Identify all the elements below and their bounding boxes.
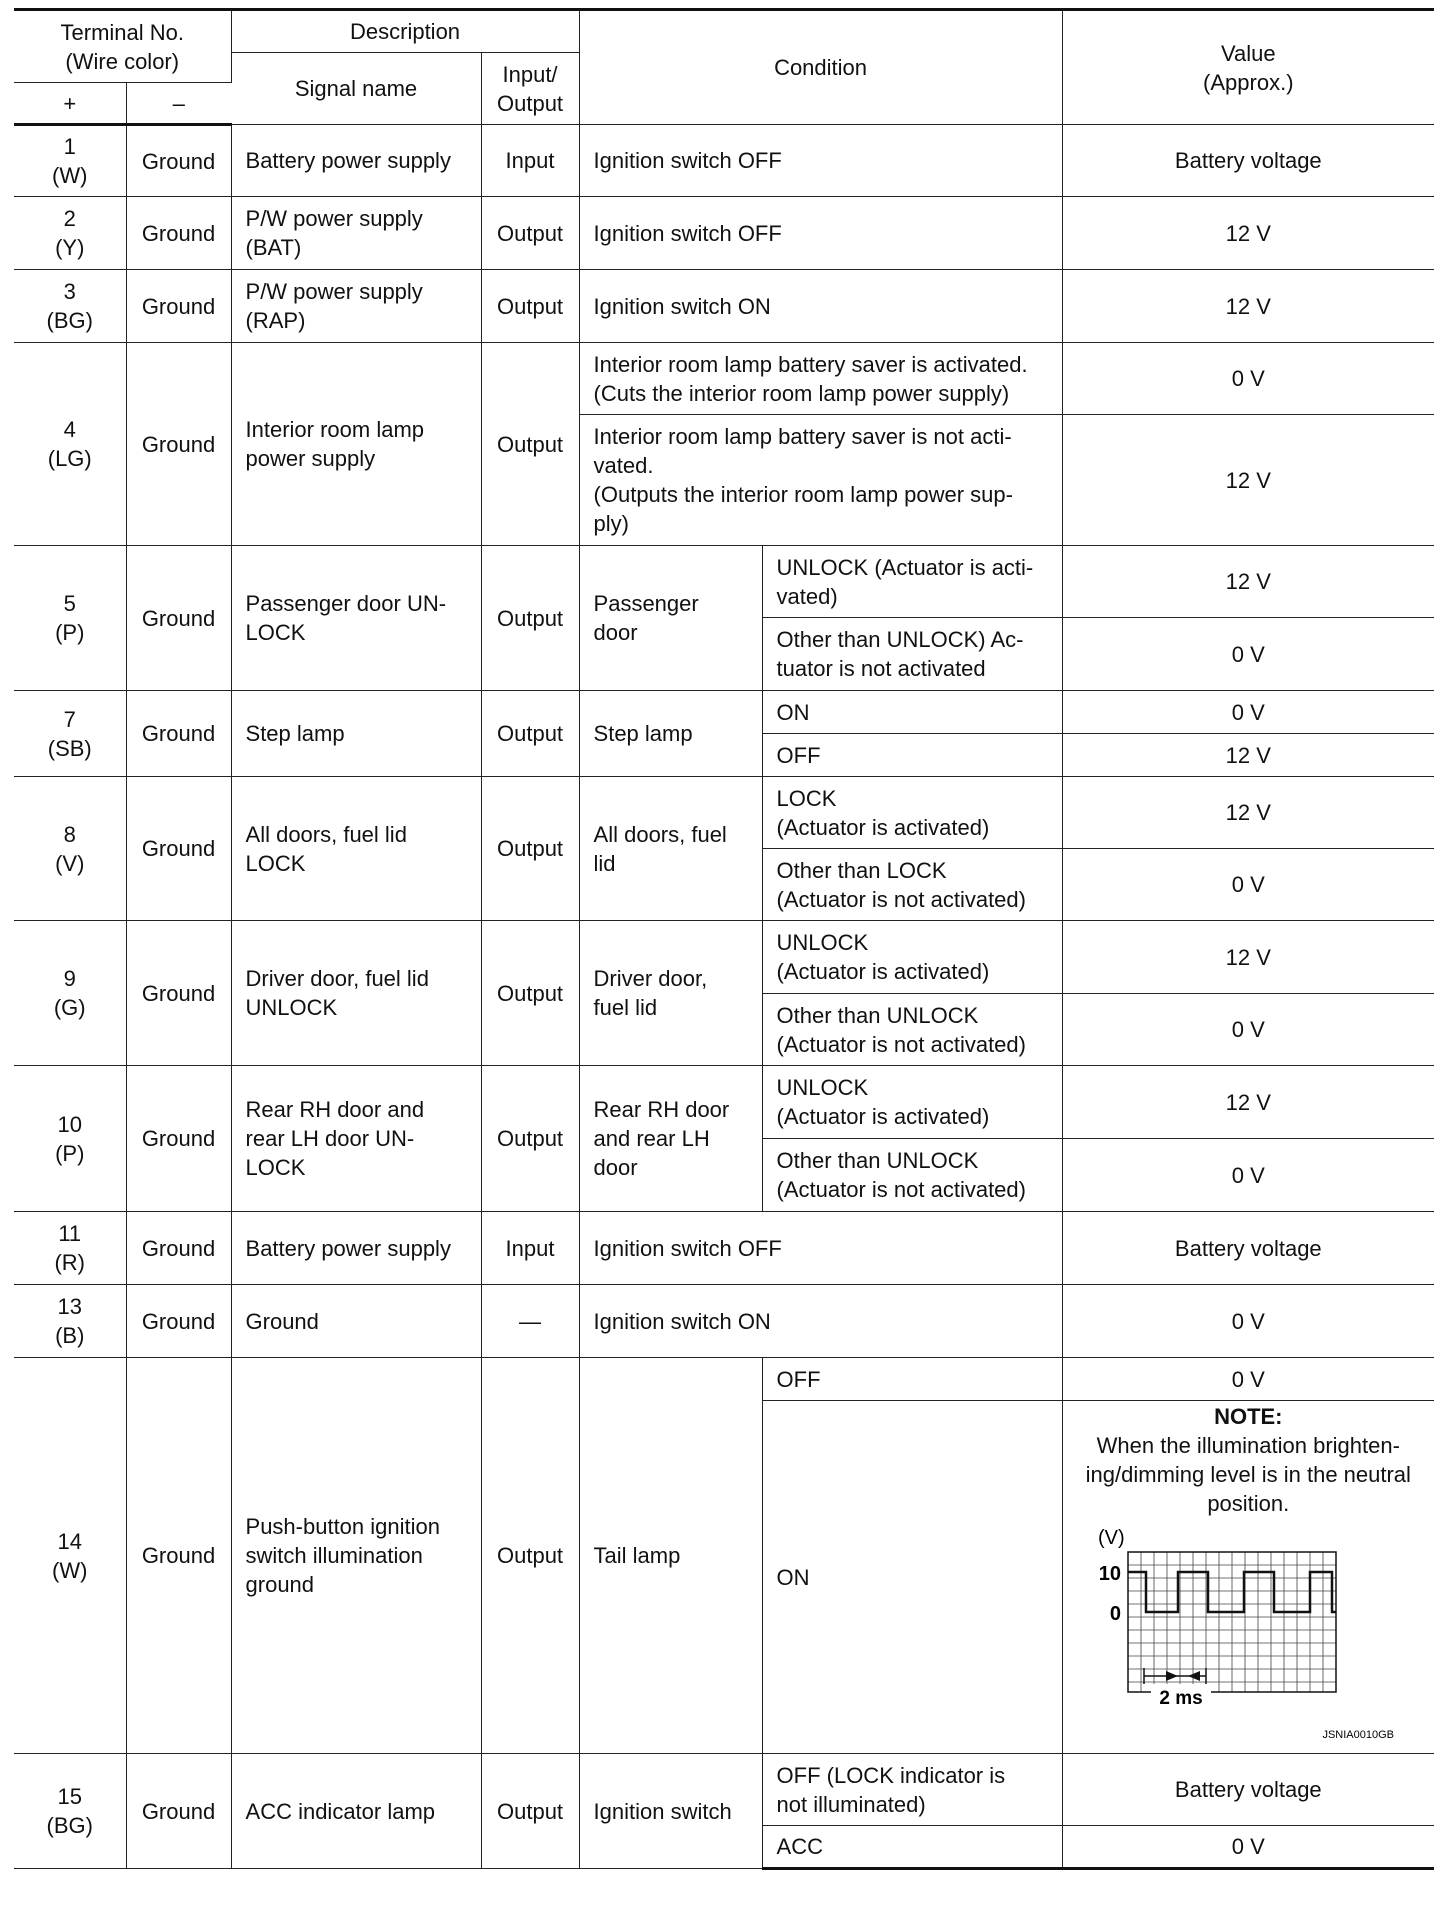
signal-line: rear LH door UN- [245, 1126, 415, 1151]
ground-cell: Ground [126, 197, 231, 270]
value-cell: 12 V [1062, 777, 1434, 849]
condition-line: Ignition switch ON [593, 1308, 771, 1334]
value-cell-waveform [1062, 1401, 1434, 1754]
terminal-num: 9 [63, 966, 76, 991]
table-row [14, 1066, 1434, 1139]
sub-condition-cell [762, 1754, 1062, 1826]
sub-condition-cell [762, 1066, 1062, 1139]
condition-line: OFF (LOCK indicator is [776, 1762, 1006, 1788]
value-cell: 0 V [1062, 1826, 1434, 1869]
condition-line: lid [593, 850, 616, 876]
wire-color: (Y) [55, 235, 85, 260]
signal-line: (RAP) [245, 308, 306, 333]
condition-line: LOCK [776, 785, 837, 811]
header-value [1062, 10, 1434, 125]
wire-color: (P) [55, 1140, 85, 1166]
value-cell: 0 V [1062, 849, 1434, 921]
condition-cell [579, 197, 1062, 270]
condition-line: All doors, fuel [593, 821, 727, 847]
condition-line: OFF [776, 1366, 821, 1392]
table-row [14, 343, 1434, 415]
signal-line: ground [245, 1572, 315, 1597]
signal-line: All doors, fuel lid [245, 821, 407, 847]
condition-cell [579, 1754, 762, 1869]
terminal-num: 1 [63, 134, 76, 159]
signal-line: Passenger door UN- [245, 591, 447, 616]
terminal-number [14, 1212, 126, 1285]
condition-line: (Actuator is activated) [776, 959, 990, 984]
condition-line: Ignition switch OFF [593, 148, 782, 173]
header-output: Output [497, 90, 564, 116]
terminal-number [14, 1754, 126, 1869]
condition-line: Passenger [593, 591, 699, 616]
signal-name [231, 777, 481, 921]
ground-cell: Ground [126, 691, 231, 777]
value-cell: Battery voltage [1062, 1754, 1434, 1826]
waveform-unit-label: (V) [1098, 1527, 1125, 1549]
condition-line: (Actuator is activated) [776, 814, 990, 840]
signal-name [231, 197, 481, 270]
value-cell: 0 V [1062, 1139, 1434, 1212]
signal-line: power supply [245, 446, 376, 471]
condition-line: vated) [776, 583, 838, 609]
value-cell: 0 V [1062, 618, 1434, 691]
terminal-number [14, 125, 126, 197]
condition-cell [579, 777, 762, 921]
condition-line: Rear RH door [593, 1097, 730, 1122]
value-cell: 0 V [1062, 343, 1434, 415]
table-row [14, 777, 1434, 849]
wire-color: (SB) [47, 735, 92, 761]
condition-cell [579, 343, 1062, 415]
terminal-number [14, 197, 126, 270]
waveform-y-low-label: 0 [1110, 1603, 1122, 1625]
header-description: Description [231, 10, 579, 53]
condition-line: (Outputs the interior room lamp power sup- [593, 482, 1013, 507]
ground-cell: Ground [126, 270, 231, 343]
condition-line: (Actuator is not activated) [776, 886, 1026, 912]
figure-code: JSNIA0010GB [1322, 1729, 1395, 1741]
condition-line: Other than UNLOCK [776, 1002, 979, 1028]
signal-line: P/W power supply [245, 206, 423, 231]
terminal-num: 8 [63, 821, 76, 847]
condition-line: fuel lid [593, 995, 658, 1020]
terminal-number [14, 1066, 126, 1212]
signal-line: Push-button ignition [245, 1514, 440, 1539]
note-line: position. [1207, 1491, 1290, 1516]
signal-line: LOCK [245, 850, 306, 876]
terminal-num: 14 [57, 1528, 82, 1554]
header-row-1 [14, 10, 1434, 53]
condition-line: UNLOCK [776, 1075, 869, 1100]
io-cell: Output [481, 921, 579, 1066]
signal-line: (BAT) [245, 235, 302, 260]
wire-color: (G) [53, 995, 86, 1020]
signal-name [231, 1285, 481, 1358]
wire-color: (W) [52, 1557, 88, 1583]
terminal-num: 7 [63, 706, 76, 732]
signal-line: Battery power supply [245, 1235, 451, 1261]
table-row [14, 197, 1434, 270]
sub-condition-cell [762, 1826, 1062, 1869]
signal-line: switch illumination [245, 1543, 423, 1568]
header-terminal-no: Terminal No. [60, 19, 184, 45]
ground-cell: Ground [126, 343, 231, 546]
condition-line: and rear LH [593, 1126, 710, 1151]
condition-line: Driver door, [593, 966, 708, 991]
value-cell: 0 V [1062, 994, 1434, 1066]
wire-color: (P) [55, 620, 85, 645]
io-cell: Output [481, 777, 579, 921]
terminal-num: 10 [57, 1111, 82, 1137]
ground-cell: Ground [126, 921, 231, 1066]
value-cell: 12 V [1062, 197, 1434, 270]
signal-name [231, 1754, 481, 1869]
condition-line: Interior room lamp battery saver is activated. [593, 351, 1028, 377]
terminal-table [14, 8, 1434, 1870]
wire-color: (R) [54, 1250, 86, 1275]
condition-cell [579, 1066, 762, 1212]
waveform-figure [1088, 1522, 1408, 1746]
period-arrow-left-icon [1188, 1671, 1200, 1681]
value-cell: 12 V [1062, 734, 1434, 777]
signal-name [231, 921, 481, 1066]
period-marker [1144, 1668, 1206, 1684]
wire-color: (V) [55, 850, 85, 876]
signal-name [231, 343, 481, 546]
io-cell: Output [481, 343, 579, 546]
table-row [14, 546, 1434, 618]
io-cell: Input [481, 125, 579, 197]
io-cell: Input [481, 1212, 579, 1285]
terminal-number [14, 1358, 126, 1754]
header-input-output [481, 53, 579, 125]
table-row [14, 921, 1434, 994]
value-cell: 12 V [1062, 921, 1434, 994]
condition-line: Tail lamp [593, 1543, 681, 1568]
ground-cell: Ground [126, 1066, 231, 1212]
value-cell: 0 V [1062, 1285, 1434, 1358]
condition-cell [579, 1285, 1062, 1358]
signal-line: Battery power supply [245, 148, 451, 173]
condition-line: UNLOCK (Actuator is acti- [776, 554, 1034, 580]
condition-line: Other than UNLOCK [776, 1148, 979, 1173]
wire-color: (BG) [46, 308, 93, 333]
terminal-num: 5 [63, 591, 76, 616]
sub-condition-cell [762, 921, 1062, 994]
terminal-number [14, 921, 126, 1066]
wire-color: (BG) [46, 1813, 93, 1838]
waveform-grid [1128, 1552, 1336, 1692]
condition-line: (Actuator is not activated) [776, 1031, 1026, 1057]
signal-name [231, 691, 481, 777]
condition-line: (Actuator is activated) [776, 1104, 990, 1129]
terminal-num: 4 [63, 417, 76, 442]
terminal-num: 2 [63, 206, 76, 231]
ground-cell: Ground [126, 777, 231, 921]
sub-condition-cell [762, 618, 1062, 691]
sub-condition-cell [762, 546, 1062, 618]
wire-color: (W) [52, 163, 88, 188]
table-row [14, 1358, 1434, 1401]
condition-line: Other than LOCK [776, 857, 947, 883]
value-cell: 12 V [1062, 546, 1434, 618]
condition-line: door [593, 1155, 638, 1180]
condition-line: Interior room lamp battery saver is not acti- [593, 424, 1012, 449]
condition-line: (Cuts the interior room lamp power supply) [593, 380, 1010, 406]
signal-line: P/W power supply [245, 279, 423, 304]
io-cell: Output [481, 1066, 579, 1212]
note-line: When the illumination brighten- [1096, 1433, 1400, 1458]
condition-line: door [593, 620, 638, 645]
condition-line: vated. [593, 453, 654, 478]
condition-cell [579, 691, 762, 777]
terminal-number [14, 1285, 126, 1358]
terminal-num: 3 [63, 279, 76, 304]
value-cell: 0 V [1062, 691, 1434, 734]
condition-line: Ignition switch [593, 1798, 732, 1824]
table-row [14, 1754, 1434, 1826]
table-row [14, 125, 1434, 197]
table-row [14, 1212, 1434, 1285]
signal-name [231, 1212, 481, 1285]
condition-line: OFF [776, 742, 821, 768]
note-title: NOTE: [1214, 1404, 1283, 1429]
terminal-num: 13 [57, 1294, 82, 1319]
value-cell: Battery voltage [1062, 1212, 1434, 1285]
condition-line: not illuminated) [776, 1791, 926, 1817]
wire-color: (LG) [47, 446, 92, 471]
signal-name [231, 546, 481, 691]
terminal-number [14, 343, 126, 546]
condition-cell [579, 921, 762, 1066]
condition-line: Ignition switch OFF [593, 1235, 782, 1261]
condition-line: tuator is not activated [776, 656, 986, 681]
value-cell: 12 V [1062, 1066, 1434, 1139]
wire-color: (B) [55, 1323, 85, 1348]
sub-condition-cell [762, 777, 1062, 849]
header-input: Input/ [502, 61, 558, 87]
condition-line: Other than UNLOCK) Ac- [776, 627, 1024, 652]
io-cell: Output [481, 546, 579, 691]
condition-line: ON [776, 699, 810, 725]
ground-cell: Ground [126, 1212, 231, 1285]
ground-cell: Ground [126, 546, 231, 691]
period-arrow-right-icon [1166, 1671, 1178, 1681]
header-value-label: Value [1220, 40, 1276, 66]
table-row [14, 270, 1434, 343]
signal-name [231, 125, 481, 197]
signal-name [231, 1066, 481, 1212]
ground-cell: Ground [126, 1754, 231, 1869]
terminal-number [14, 546, 126, 691]
signal-line: Step lamp [245, 721, 345, 746]
note-line: ing/dimming level is in the neutral [1085, 1462, 1411, 1487]
header-signal-name: Signal name [231, 53, 481, 125]
condition-line: Ignition switch OFF [593, 220, 782, 246]
signal-line: ACC indicator lamp [245, 1798, 436, 1824]
table-row [14, 691, 1434, 734]
value-cell: 12 V [1062, 415, 1434, 546]
condition-cell [579, 546, 762, 691]
io-cell: Output [481, 691, 579, 777]
io-cell: Output [481, 1754, 579, 1869]
condition-line: ply) [593, 511, 629, 536]
table-row [14, 1285, 1434, 1358]
signal-name [231, 1358, 481, 1754]
header-minus: – [126, 83, 231, 125]
sub-condition-cell [762, 1358, 1062, 1401]
header-wire-color: (Wire color) [65, 48, 180, 74]
sub-condition-cell [762, 849, 1062, 921]
condition-cell [579, 1358, 762, 1754]
condition-cell [579, 125, 1062, 197]
condition-cell [579, 270, 1062, 343]
terminal-num: 15 [57, 1784, 82, 1809]
condition-cell [579, 1212, 1062, 1285]
terminal-num: 11 [58, 1221, 82, 1246]
condition-cell [579, 415, 1062, 546]
signal-line: LOCK [245, 1155, 306, 1180]
signal-line: LOCK [245, 620, 306, 645]
terminal-number [14, 691, 126, 777]
io-cell: — [481, 1285, 579, 1358]
condition-line: ON [776, 1564, 810, 1590]
value-cell: 12 V [1062, 270, 1434, 343]
waveform-svg [1088, 1522, 1408, 1746]
ground-cell: Ground [126, 1285, 231, 1358]
condition-line: (Actuator is not activated) [776, 1177, 1026, 1202]
sub-condition-cell [762, 1139, 1062, 1212]
note-text [1069, 1431, 1429, 1518]
sub-condition-cell [762, 1401, 1062, 1754]
signal-line: Interior room lamp [245, 417, 425, 442]
condition-line: UNLOCK [776, 930, 869, 955]
signal-line: Ground [245, 1308, 319, 1334]
io-cell: Output [481, 1358, 579, 1754]
condition-line: Step lamp [593, 721, 693, 746]
signal-line: Rear RH door and [245, 1097, 425, 1122]
io-cell: Output [481, 270, 579, 343]
ground-cell: Ground [126, 1358, 231, 1754]
signal-line: UNLOCK [245, 995, 338, 1020]
io-cell: Output [481, 197, 579, 270]
period-label: 2 ms [1159, 1688, 1203, 1709]
signal-line: Driver door, fuel lid [245, 966, 429, 991]
value-cell: 0 V [1062, 1358, 1434, 1401]
sub-condition-cell [762, 734, 1062, 777]
terminal-number [14, 777, 126, 921]
header-condition: Condition [579, 10, 1062, 125]
condition-line: ACC [776, 1834, 823, 1859]
waveform-y-high-label: 10 [1099, 1563, 1122, 1585]
ground-cell: Ground [126, 125, 231, 197]
header-approx: (Approx.) [1203, 69, 1294, 95]
terminal-number [14, 270, 126, 343]
sub-condition-cell [762, 691, 1062, 734]
signal-name [231, 270, 481, 343]
sub-condition-cell [762, 994, 1062, 1066]
header-terminal [14, 10, 231, 83]
condition-line: Ignition switch ON [593, 293, 771, 319]
header-plus: + [14, 83, 126, 125]
value-cell: Battery voltage [1062, 125, 1434, 197]
